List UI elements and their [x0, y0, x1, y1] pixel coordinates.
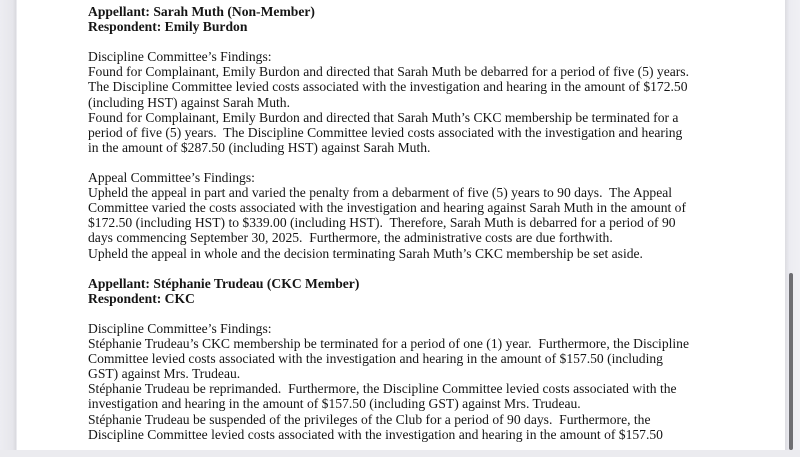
finding-line: GST) against Mrs. Trudeau.: [88, 366, 241, 382]
case-header: [88, 276, 768, 306]
finding-line: The Discipline Committee levied costs associated with the investigation and hearing in the amount of $172.50: [88, 79, 688, 95]
case-header: [88, 4, 768, 34]
finding-line: Found for Complainant, Emily Burdon and directed that Sarah Muth’s CKC membership be terminated for a: [88, 109, 679, 125]
discipline-heading: Discipline Committee’s Findings:: [88, 49, 272, 65]
finding-line: Found for Complainant, Emily Burdon and directed that Sarah Muth be debarred for a period of five (5) years.: [88, 64, 689, 80]
appeal-findings: [88, 170, 768, 261]
appeal-line: days commencing September 30, 2025. Furthermore, the administrative costs are due forthwith.: [88, 230, 613, 246]
finding-line: Committee levied costs associated with the investigation and hearing in the amount of $157.50 (including: [88, 351, 663, 367]
discipline-findings: [88, 321, 768, 442]
discipline-findings: [88, 49, 768, 155]
appeal-heading: Appeal Committee’s Findings:: [88, 170, 255, 186]
appellant-line: Appellant: Sarah Muth (Non-Member): [88, 4, 315, 19]
case-stephanie-trudeau: [88, 276, 768, 442]
finding-line: investigation and hearing in the amount of $157.50 (including GST) against Mrs. Trudeau.: [88, 396, 581, 412]
finding-line: Stéphanie Trudeau’s CKC membership be terminated for a period of one (1) year. Furthermore, the Discipline: [88, 336, 689, 352]
left-margin: [0, 0, 16, 450]
appellant-line: Appellant: Stéphanie Trudeau (CKC Member): [88, 275, 360, 291]
respondent-line: Respondent: CKC: [88, 290, 195, 306]
appeal-line: Upheld the appeal in part and varied the penalty from a debarment of five (5) years to 90 days. The Appeal: [88, 185, 673, 201]
finding-line: Discipline Committee levied costs associated with the investigation and hearing in the amount of $157.50: [88, 426, 663, 442]
finding-line: (including HST) against Sarah Muth.: [88, 94, 290, 110]
finding-line: period of five (5) years. The Discipline Committee levied costs associated with the investigation and hearing: [88, 124, 683, 140]
finding-line: Stéphanie Trudeau be reprimanded. Furthermore, the Discipline Committee levied costs associated with the: [88, 381, 677, 397]
finding-line: Stéphanie Trudeau be suspended of the privileges of the Club for a period of 90 days. Furthermore, the: [88, 411, 651, 427]
scrollbar-thumb[interactable]: [789, 273, 793, 450]
respondent-line: Respondent: Emily Burdon: [88, 19, 248, 35]
discipline-heading: Discipline Committee’s Findings:: [88, 320, 272, 336]
appeal-line: $172.50 (including HST) to $339.00 (including HST). Therefore, Sarah Muth is debarred for a period of 90: [88, 215, 676, 231]
appeal-line: Committee varied the costs associated with the investigation and hearing against Sarah Muth in the amount of: [88, 200, 686, 216]
document-content: [88, 4, 768, 457]
finding-line: in the amount of $287.50 (including HST) against Sarah Muth.: [88, 139, 431, 155]
appeal-line: Upheld the appeal in whole and the decision terminating Sarah Muth’s CKC membership be set aside.: [88, 245, 643, 261]
case-sarah-muth: [88, 4, 768, 261]
